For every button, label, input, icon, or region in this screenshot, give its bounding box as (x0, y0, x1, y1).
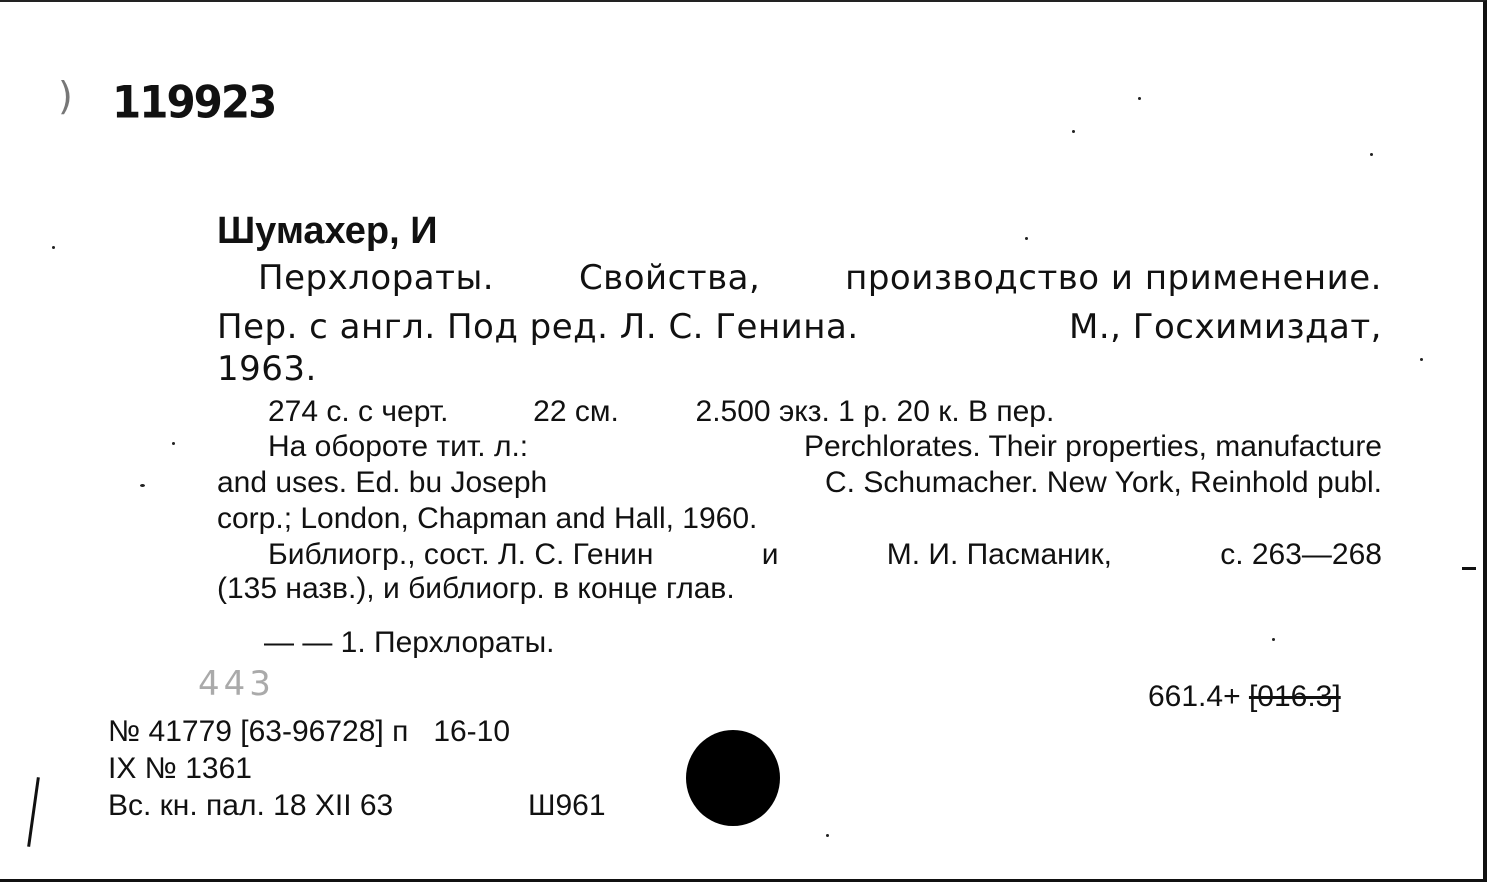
physical-description (268, 395, 1054, 429)
title-line-1 (258, 258, 1382, 298)
registry-line-1: № 41779 [63-96728] п 16-10 (108, 715, 511, 748)
bibliography-line-1 (268, 538, 1382, 572)
speck (140, 484, 145, 487)
title-line-1-part-2: Свойства, (578, 258, 761, 298)
speck (1025, 237, 1028, 240)
speck (1420, 358, 1423, 361)
speck (172, 442, 175, 445)
speck (1370, 153, 1373, 156)
bibliography-line-1-part-2: и (761, 538, 779, 571)
pages: 274 с. с черт. (268, 395, 449, 428)
inventory-number: 119923 (112, 76, 276, 129)
speck (1072, 130, 1075, 133)
inventory-mark-bracket: ) (58, 74, 73, 118)
verso-line-1 (268, 430, 1382, 464)
title-line-1-part-3: производство и применение. (845, 258, 1382, 298)
bibliography-line-1-part-4: с. 263—268 (1220, 538, 1382, 571)
speck (1272, 638, 1275, 641)
call-number: Ш961 (528, 789, 606, 822)
faint-stamp-mark: 443 (198, 664, 275, 704)
title-line-2-part-1: Пер. с англ. Под ред. Л. С. Генина. (217, 307, 859, 347)
right-edge-dash (1462, 567, 1476, 570)
speck (826, 834, 829, 837)
registry-line-2: IX № 1361 (108, 752, 252, 785)
title-line-3: 1963. (217, 349, 317, 389)
edition-price: 2.500 экз. 1 р. 20 к. В пер. (695, 395, 1055, 428)
verso-line-1-part-2: Perchlorates. Their properties, manufacture (803, 430, 1382, 463)
bibliography-line-1-part-3: М. И. Пасманик, (886, 538, 1112, 571)
verso-line-1-part-1: На обороте тит. л.: (268, 430, 529, 463)
speck (52, 246, 55, 249)
classification-struck: [016.3] (1248, 680, 1341, 713)
classification-code: 661.4+ (1148, 680, 1241, 713)
author-heading: Шумахер, И (217, 210, 438, 252)
bibliography-line-2: (135 назв.), и библиогр. в конце глав. (217, 572, 735, 605)
verso-line-2 (217, 466, 1382, 500)
speck (1138, 97, 1141, 100)
verso-line-3: corp.; London, Chapman and Hall, 1960. (217, 502, 758, 535)
title-line-2-part-2: М., Госхимиздат, (1069, 307, 1382, 347)
classification (1148, 680, 1341, 714)
subject-heading: — — 1. Перхлораты. (264, 626, 555, 659)
verso-line-2-part-2: C. Schumacher. New York, Reinhold publ. (825, 466, 1382, 499)
punch-hole (686, 730, 780, 826)
title-line-2 (217, 307, 1382, 347)
verso-line-2-part-1: and uses. Ed. bu Joseph (217, 466, 548, 499)
registry-line-3: Вс. кн. пал. 18 XII 63 (108, 789, 394, 822)
margin-pencil-stroke (27, 777, 40, 847)
size: 22 см. (533, 395, 619, 428)
title-line-1-part-1: Перхлораты. (258, 258, 495, 298)
bibliography-line-1-part-1: Библиогр., сост. Л. С. Генин (268, 538, 654, 571)
